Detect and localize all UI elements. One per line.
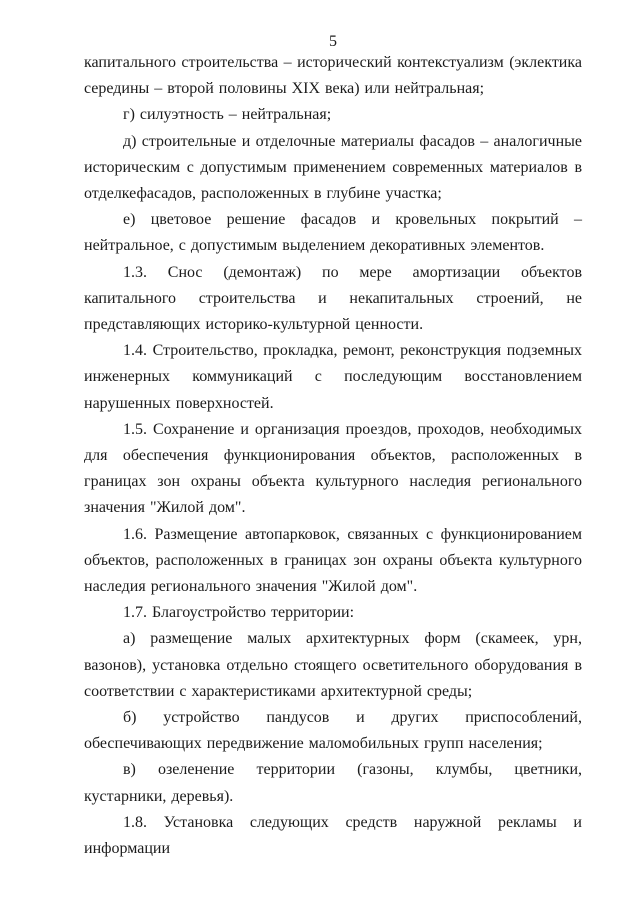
paragraph-1-6: 1.6. Размещение автопарковок, связанных с функционированием объектов, расположенных в границах зон охраны объекта культурного наследия регионального значения "Жилой дом".: [84, 525, 582, 596]
paragraph-1-7: 1.7. Благоустройство территории:: [123, 604, 355, 622]
paragraph-continuation: капитального строительства – исторический контекстуализм (эклектика середины – второй половины XIX века) или нейтральная;: [84, 54, 582, 98]
paragraph-1-5: 1.5. Сохранение и организация проездов, проходов, необходимых для обеспечения функционирования объектов, расположенных в границах зон охраны объекта культурного наследия регионального значения "Жилой дом".: [84, 420, 582, 517]
paragraph-item-a: а) размещение малых архитектурных форм (скамеек, урн, вазонов), установка отдельно стоящего осветительного оборудования в соответствии с характеристиками архитектурной среды;: [84, 630, 582, 700]
paragraph-1-8: 1.8. Установка следующих средств наружной рекламы и информации: [84, 813, 582, 858]
paragraph-item-e: е) цветовое решение фасадов и кровельных покрытий – нейтральное, с допустимым выделением декоративных элементов.: [84, 211, 582, 255]
document-body: [84, 50, 582, 862]
paragraph-item-g: г) силуэтность – нейтральная;: [123, 106, 332, 124]
paragraph-item-v: в) озеленение территории (газоны, клумбы, цветники, кустарники, деревья).: [84, 761, 582, 805]
paragraph-1-4: 1.4. Строительство, прокладка, ремонт, реконструкция подземных инженерных коммуникаций с последующим восстановлением нарушенных поверхностей.: [84, 342, 582, 412]
paragraph-item-b: б) устройство пандусов и других приспособлений, обеспечивающих передвижение маломобильных групп населения;: [84, 709, 582, 753]
page-number: 5: [329, 33, 337, 50]
paragraph-1-3: 1.3. Снос (демонтаж) по мере амортизации объектов капитального строительства и некапитальных строений, не представляющих историко-культурной ценности.: [84, 263, 582, 334]
paragraph-item-d: д) строительные и отделочные материалы фасадов – аналогичные историческим с допустимым применением современных материалов в отделкефасадов, расположенных в глубине участка;: [84, 132, 582, 203]
